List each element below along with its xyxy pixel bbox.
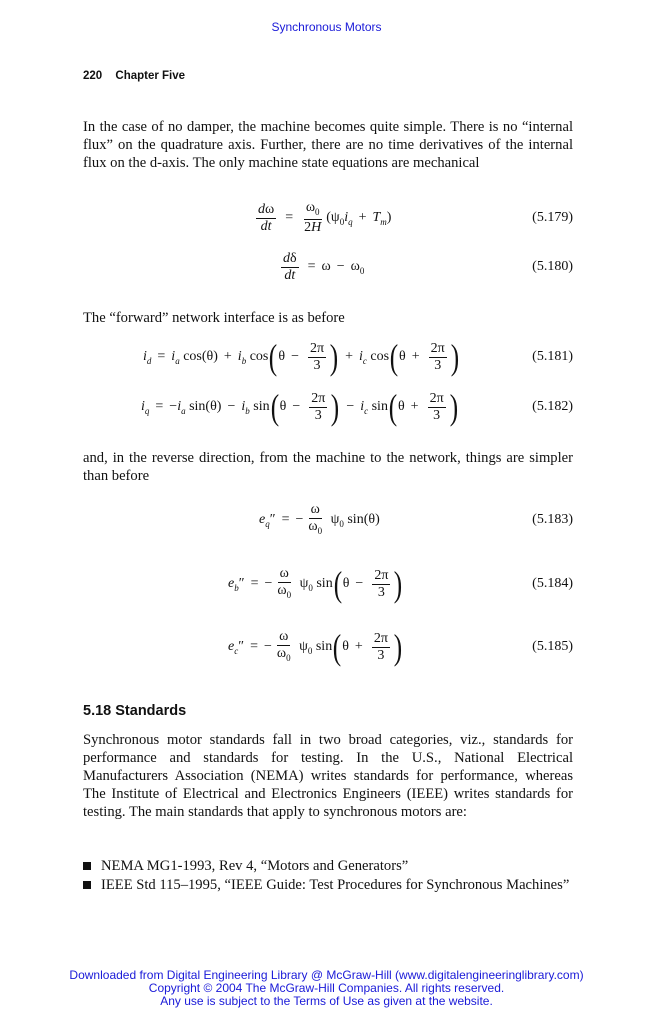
equation-5-184: $e_b''$ = − $\frac{\omega}{\omega_0}$ $\psi_0$ sin ( θ − $\frac{2\pi}{3}$ ) (5.184)	[228, 564, 573, 604]
running-head: Synchronous Motors	[271, 20, 382, 34]
footer	[0, 969, 653, 1008]
page-header	[83, 70, 185, 82]
equation-number: (5.184)	[532, 576, 573, 591]
equation-number: (5.181)	[532, 349, 573, 364]
equation-number: (5.182)	[532, 399, 573, 414]
section-heading: 5.18 Standards	[83, 703, 187, 719]
footer-terms: Any use is subject to the Terms of Use as given at the website.	[160, 994, 493, 1008]
footer-download-link[interactable]: Downloaded from Digital Engineering Library @ McGraw-Hill (www.digitalengineeringlibrary.com)	[69, 968, 584, 982]
paragraph-forward: The “forward” network interface is as before	[83, 310, 345, 326]
paragraph-standards: Synchronous motor standards fall in two broad categories, viz., standards for performance and standards for testing. In the U.S., National Electrical Manufacturers Association (NEMA) writes standards for performance, whereas The Institute of Electrical and Electronics Engineers (IEEE) writes standards for testing. The main standards that apply to synchronous motors are:	[83, 732, 573, 820]
equation-5-182: $i_q$ = $-i_a$ sin(θ) − $i_b$ sin ( θ − $\frac{2\pi}{3}$ ) − $i_c$ sin ( θ + $\frac{2\pi}{3}$ ) (5.182)	[141, 387, 573, 427]
equation-5-181: $i_d$ = $i_a$ cos(θ) + $i_b$ cos ( θ − $\frac{2\pi}{3}$ ) + $i_c$ cos ( θ + $\frac{2\pi}{3}$ ) (5.181)	[143, 337, 573, 377]
paragraph-intro: In the case of no damper, the machine becomes quite simple. There is no “internal flux” on the quadrature axis. Further, there are no time derivatives of the internal flux on the d-axis. The only machine state equations are mechanical	[83, 119, 573, 171]
equation-number: (5.180)	[532, 259, 573, 274]
list-item	[83, 876, 573, 912]
list-item-text: NEMA MG1-1993, Rev 4, “Motors and Generators”	[101, 858, 409, 874]
list-item	[83, 857, 573, 875]
equation-number: (5.179)	[532, 210, 573, 225]
page-number: 220	[83, 70, 103, 82]
equation-number: (5.185)	[532, 639, 573, 654]
equation-5-183: $e_q''$ = − $\frac{\omega}{\omega_0}$ $\psi_0$ sin(θ) (5.183)	[83, 500, 573, 540]
chapter-title: Chapter Five	[115, 70, 186, 82]
equation-number: (5.183)	[532, 512, 573, 527]
bullet-square-icon	[83, 881, 91, 889]
equation-5-179: $\frac{d\omega}{dt}$ = $\frac{\omega_0}{2H}$ ($\psi_0i_q$ + $T_m$) (5.179)	[83, 198, 573, 238]
equation-5-180: $\frac{d\delta}{dt}$ = ω − $\omega_0$ (5.180)	[83, 247, 573, 287]
equation-5-185: $e_c''$ = − $\frac{\omega}{\omega_0}$ $\psi_0$ sin ( θ + $\frac{2\pi}{3}$ ) (5.185)	[228, 627, 573, 667]
list-item-text: IEEE Std 115–1995, “IEEE Guide: Test Procedures for Synchronous Machines”	[101, 877, 570, 893]
bullet-square-icon	[83, 862, 91, 870]
footer-copyright: Copyright © 2004 The McGraw-Hill Companies. All rights reserved.	[148, 981, 505, 995]
paragraph-reverse: and, in the reverse direction, from the machine to the network, things are simpler than before	[83, 450, 573, 484]
